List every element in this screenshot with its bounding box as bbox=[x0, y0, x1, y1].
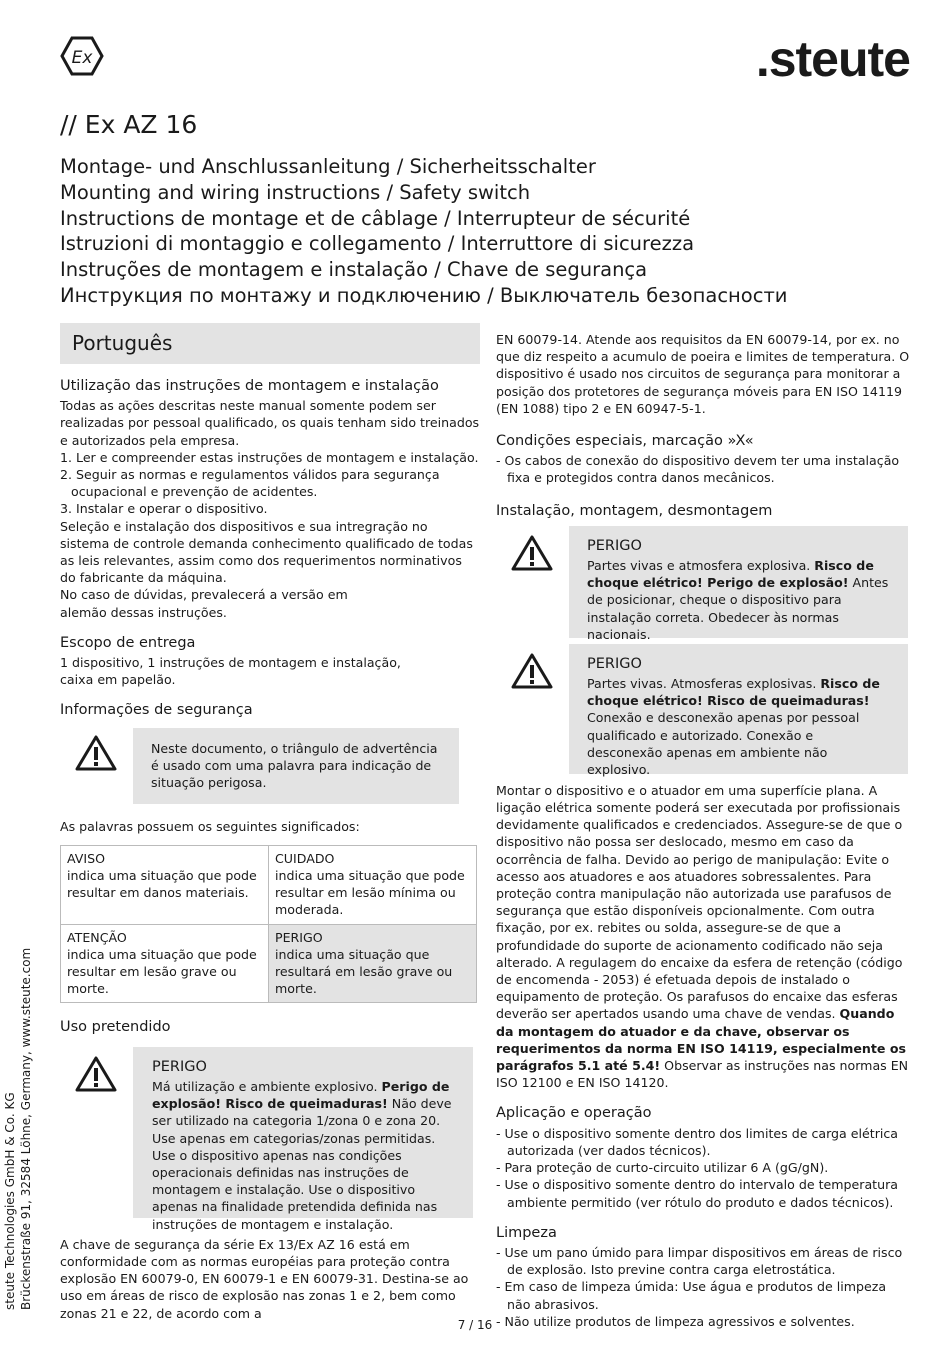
warning-triangle-icon bbox=[74, 1055, 118, 1093]
page-number: 7 / 16 bbox=[457, 1318, 493, 1332]
signal-words-table bbox=[60, 845, 477, 1004]
danger-text: Partes vivas. Atmosferas explosivas. Risco de choque elétrico! Risco de queimaduras! Conexão e desconexão apenas por pessoal qualificado e autorizado. Conexão e desconexão apenas em ambiente não explosivo. bbox=[587, 676, 880, 778]
paragraph: Seleção e instalação dos dispositivos e sua intregração no sistema de controle demanda conhecimento qualificado de todas as leis relevantes, assim como dos requerimentos norminativos do fabricante da máquina. bbox=[60, 518, 473, 586]
list-item: 3. Instalar e operar o dispositivo. bbox=[60, 501, 268, 517]
paragraph: No caso de dúvidas, prevalecerá a versão em alemão dessas instruções. bbox=[60, 587, 348, 620]
section-title: Informações de segurança bbox=[60, 702, 253, 719]
list-item: - Para proteção de curto-circuito utilizar 6 A (gG/gN). bbox=[496, 1160, 829, 1176]
warning-triangle-icon bbox=[74, 734, 118, 772]
danger-note bbox=[60, 1047, 480, 1232]
product-model: // Ex AZ 16 bbox=[60, 110, 198, 139]
paragraph: Montar o dispositivo e o atuador em uma superfície plana. A ligação elétrica somente poderá ser executada por profissionais devidamente qualificados e credenciados. Assegure-se de que o dispositivo não possa ser deslocado, mesmo em caso da ocorrência de falha. Devido ao perigo de manipulação: Evite o acesso aos atuadores e aos atuadores sobressalentes. Para proteção contra manipulação não autorizada use parafusos de segurança que estão disponíveis opcionalmente. Com outra fixação, por ex. rebites ou solda, assegure-se de que a profundidade do suporte de acionamento codificado não seja alterado. A regulagem do encaixe da esfera de retenção (código de encomenda - 2053) é efetuada depois de instalado o equipamento de proteção. Os parafusos do encaixe das esferas deverão ser apertados usando uma chave de vendas. Quando da montagem do atuador e da chave, observar os requerimentos da norma EN ISO 14119, especialmente os parágrafos 5.1 até 5.4! Observar as instruções nas normas EN ISO 12100 e EN ISO 14120. bbox=[496, 782, 909, 1091]
list-item: - Use o dispositivo somente dentro dos limites de carga elétrica autorizada (ver dados técnicos). bbox=[496, 1125, 899, 1158]
ex-hexagon-icon bbox=[60, 36, 104, 76]
brand-logo: .steute bbox=[755, 31, 910, 87]
subtitle-fr: Instructions de montage et de câblage / Interrupteur de sécurité bbox=[60, 206, 691, 230]
table-row bbox=[61, 845, 477, 924]
section-title: Aplicação e operação bbox=[496, 1105, 652, 1122]
paragraph: A chave de segurança da série Ex 13/Ex AZ 16 está em conformidade com as normas européias para proteção contra explosão EN 60079-0, EN 60079-1 e EN 60079-31. Destina-se ao uso em áreas de risco de explosão nas zonas 1 e 2, bem como zonas 21 e 22, de acordo com a bbox=[60, 1236, 469, 1321]
warning-note bbox=[60, 728, 480, 804]
paragraph: As palavras possuem os seguintes significados: bbox=[60, 818, 360, 834]
paragraph: Todas as ações descritas neste manual somente podem ser realizadas por pessoal qualificado, os quais tenham sido treinados e autorizados pela empresa. bbox=[60, 398, 480, 448]
danger-text: Má utilização e ambiente explosivo. Perigo de explosão! Risco de queimaduras! Não deve ser utilizado na categoria 1/zona 0 e zona 20. Use apenas em categorias/zonas permitidas. Use o dispositivo apenas nas condições operacionais definidas nas instruções de montagem e instalação. Use o dispositivo apenas na finalidade pretendida definida nas instruções de montagem e instalação. bbox=[152, 1078, 452, 1232]
table-cell: CUIDADO indica uma situação que pode resultar em lesão mínima ou moderada. bbox=[269, 845, 477, 924]
section-title: Uso pretendido bbox=[60, 1019, 171, 1036]
company-name: steute Technologies GmbH & Co. KG bbox=[3, 1092, 17, 1310]
section-title: Escopo de entrega bbox=[60, 634, 196, 651]
subtitle-en: Mounting and wiring instructions / Safety switch bbox=[60, 180, 531, 204]
subtitle-pt: Instruções de montagem e instalação / Chave de segurança bbox=[60, 258, 648, 282]
right-column bbox=[496, 331, 912, 1330]
paragraph: 1 dispositivo, 1 instruções de montagem e instalação, caixa em papelão. bbox=[60, 655, 401, 688]
document-subtitles bbox=[60, 154, 787, 309]
table-row bbox=[61, 924, 477, 1003]
left-column bbox=[60, 323, 480, 1322]
list-item: 1. Ler e compreender estas instruções de montagem e instalação. bbox=[60, 449, 479, 465]
subtitle-ru: Инструкция по монтажу и подключению / Выключатель безопасности bbox=[60, 283, 788, 307]
list-item: - Use o dispositivo somente dentro do intervalo de temperatura ambiente permitido (ver rótulo do produto e dados técnicos). bbox=[496, 1177, 898, 1210]
paragraph: EN 60079-14. Atende aos requisitos da EN 60079-14, por ex. no que diz respeito a acumulo de poeira e limites de temperatura. O dispositivo é usado nos circuitos de segurança para monitorar a posição dos protetores de segurança móveis para EN ISO 14119 (EN 1088) tipo 2 e EN 60947-5-1. bbox=[496, 332, 910, 416]
subtitle-it: Istruzioni di montaggio e collegamento / Interruttore di sicurezza bbox=[60, 232, 695, 256]
warning-triangle-icon bbox=[510, 652, 554, 690]
bullet-list bbox=[496, 1125, 912, 1211]
list-item: 2. Seguir as normas e regulamentos válidos para segurança ocupacional e prevenção de acidentes. bbox=[60, 467, 440, 500]
company-street: Brückenstraße 91, 32584 Löhne, Germany, www.steute.com bbox=[19, 947, 33, 1310]
section-title: Limpeza bbox=[496, 1224, 557, 1241]
svg-text:Ex: Ex bbox=[71, 48, 93, 68]
list-item: - Em caso de limpeza úmida: Use água e produtos de limpeza não abrasivos. bbox=[496, 1279, 887, 1312]
table-cell: AVISO indica uma situação que pode resultar em danos materiais. bbox=[61, 845, 269, 924]
danger-text: Partes vivas e atmosfera explosiva. Risco de choque elétrico! Perigo de explosão! Antes de posicionar, cheque o dispositivo para instalação correta. Obedecer às normas nacionais. bbox=[587, 558, 889, 642]
list-item: - Os cabos de conexão do dispositivo devem ter uma instalação fixa e protegidos contra danos mecânicos. bbox=[496, 453, 900, 486]
table-cell: PERIGO indica uma situação que resultará em lesão grave ou morte. bbox=[269, 924, 477, 1003]
section-title: Condições especiais, marcação »X« bbox=[496, 433, 754, 450]
section-title: Instalação, montagem, desmontagem bbox=[496, 502, 773, 519]
danger-note bbox=[496, 526, 912, 642]
danger-title: PERIGO bbox=[587, 655, 642, 672]
warning-text: Neste documento, o triângulo de advertência é usado com uma palavra para indicação de situação perigosa. bbox=[151, 740, 438, 791]
list-item: - Use um pano úmido para limpar dispositivos em áreas de risco de explosão. Isto previne contra carga eletrostática. bbox=[496, 1244, 903, 1278]
danger-note bbox=[496, 644, 912, 778]
section-title: Utilização das instruções de montagem e instalação bbox=[60, 378, 439, 394]
list-item: - Não utilize produtos de limpeza agressivos e solventes. bbox=[496, 1313, 855, 1329]
danger-title: PERIGO bbox=[587, 537, 642, 554]
danger-title: PERIGO bbox=[152, 1058, 207, 1075]
company-address bbox=[2, 948, 34, 1310]
warning-triangle-icon bbox=[510, 534, 554, 572]
table-cell: ATENÇÃO indica uma situação que pode resultar em lesão grave ou morte. bbox=[61, 924, 269, 1003]
subtitle-de: Montage- und Anschlussanleitung / Sicherheitsschalter bbox=[60, 155, 596, 178]
language-heading: Português bbox=[60, 323, 480, 364]
